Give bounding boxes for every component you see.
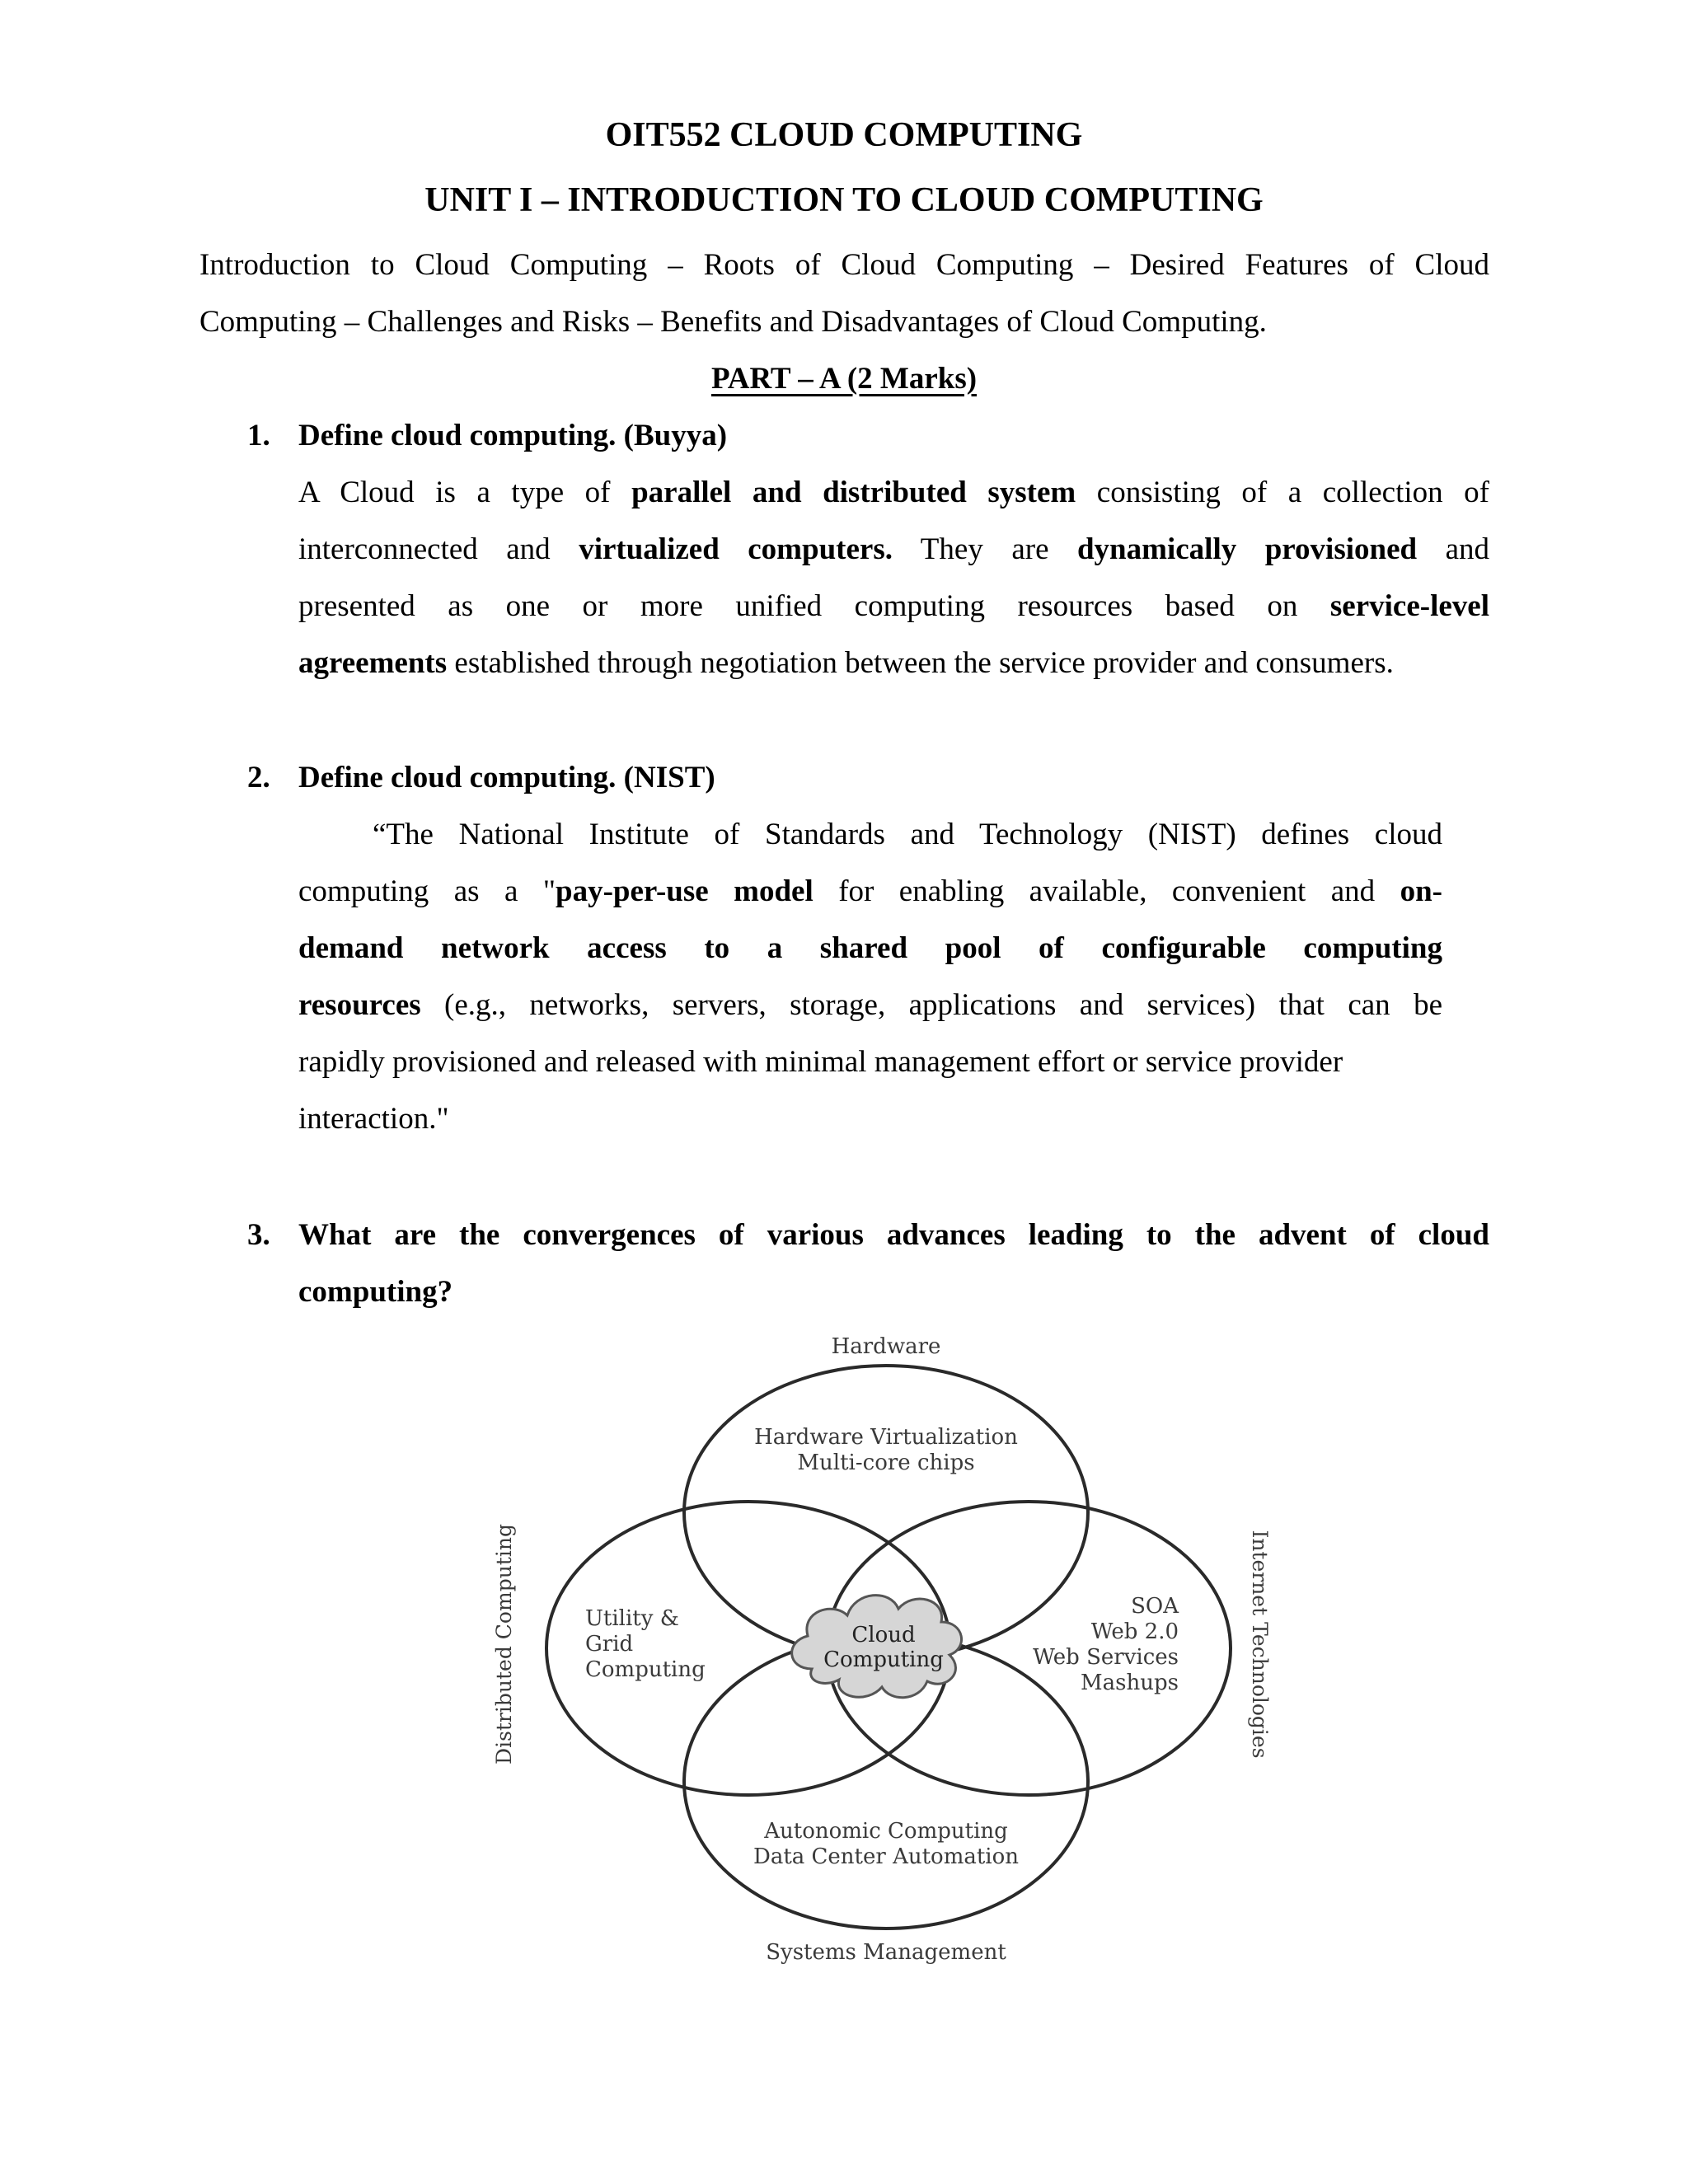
question-2-number: 2. [247, 761, 270, 794]
q2-answer-line-3 [298, 933, 1442, 963]
bold-term: pay-per-use model [556, 874, 814, 908]
text-run: rapidly provisioned and released with minimal management effort or service provider [298, 1045, 1343, 1079]
question-1-number: 1. [247, 419, 270, 452]
text-run: They are [892, 532, 1077, 566]
mashups-label: Mashups [1081, 1671, 1179, 1695]
question-3-text-line-2: computing? [298, 1275, 453, 1309]
text-run: established through negotiation between the service provider and consumers. [447, 646, 1394, 680]
q1-answer-line-2 [298, 534, 1489, 565]
q2-answer-line-1 [373, 819, 1442, 850]
soa-label: SOA [1131, 1594, 1179, 1619]
unit-title: UNIT I – INTRODUCTION TO CLOUD COMPUTING [424, 181, 1264, 219]
syllabus-line-1: Introduction to Cloud Computing – Roots of Cloud Computing – Desired Features of Cloud [199, 248, 1489, 282]
question-2-text: Define cloud computing. (NIST) [298, 761, 715, 794]
q2-answer-line-5 [298, 1047, 1442, 1077]
grid-label: Grid [585, 1632, 634, 1657]
q1-answer-line-4 [298, 648, 1489, 678]
utility-label: Utility & [585, 1606, 679, 1631]
bold-term: resources [298, 988, 421, 1022]
question-1-text: Define cloud computing. (Buyya) [298, 419, 728, 452]
autonomic-computing-label: Autonomic Computing [764, 1819, 1008, 1844]
q1-answer-line-1 [298, 477, 1489, 508]
text-run: presented as one or more unified computing resources based on [298, 589, 1330, 623]
question-3-text-line-1: What are the convergences of various advances leading to the advent of cloud [298, 1218, 1489, 1252]
web-2-label: Web 2.0 [1090, 1619, 1179, 1644]
bold-term: agreements [298, 646, 448, 680]
text-run: “The National Institute of Standards and Technology (NIST) defines cloud [373, 818, 1442, 851]
text-run: for enabling available, convenient and [813, 874, 1400, 908]
q2-answer-line-2 [298, 876, 1442, 907]
cloud-computing-label: Computing [823, 1647, 944, 1672]
bold-term: dynamically provisioned [1076, 532, 1418, 566]
text-run: and [1417, 532, 1490, 566]
bold-term: virtualized computers. [579, 532, 893, 566]
distributed-computing-label: Distributed Computing [492, 1524, 516, 1765]
hardware-label: Hardware [831, 1334, 941, 1359]
bold-term: service-level [1329, 589, 1489, 623]
q1-answer-line-3 [298, 591, 1489, 621]
multi-core-chips-label: Multi-core chips [797, 1451, 975, 1475]
course-title: OIT552 CLOUD COMPUTING [605, 116, 1083, 154]
computing-label: Computing [585, 1657, 706, 1682]
text-run: computing as a " [298, 874, 556, 908]
q2-answer-line-4 [298, 990, 1442, 1020]
text-run: consisting of a collection of [1076, 476, 1490, 509]
internet-technologies-label: Internet Technologies [1248, 1530, 1272, 1759]
syllabus-line-2: Computing – Challenges and Risks – Benefits and Disadvantages of Cloud Computing. [199, 305, 1267, 339]
data-center-automation-label: Data Center Automation [753, 1844, 1020, 1869]
text-run: interaction." [298, 1102, 449, 1136]
systems-management-label: Systems Management [766, 1940, 1006, 1965]
question-3-number: 3. [247, 1218, 270, 1252]
cloud-label: Cloud [851, 1623, 916, 1647]
bold-term: on- [1400, 874, 1442, 908]
text-run: interconnected and [298, 532, 579, 566]
part-heading [0, 363, 1688, 394]
hardware-virtualization-label: Hardware Virtualization [754, 1425, 1018, 1450]
bold-term: demand network access to a shared pool of configurable computing [298, 931, 1442, 965]
q2-answer-line-6 [298, 1104, 1442, 1134]
text-run: (e.g., networks, servers, storage, applications and services) that can be [420, 988, 1442, 1022]
bold-term: parallel and distributed system [631, 476, 1076, 509]
part-heading-text: PART – A (2 Marks) [710, 362, 978, 396]
cloud-convergence-diagram [478, 1319, 1286, 1978]
web-services-label: Web Services [1033, 1645, 1179, 1670]
text-run: A Cloud is a type of [298, 476, 632, 509]
